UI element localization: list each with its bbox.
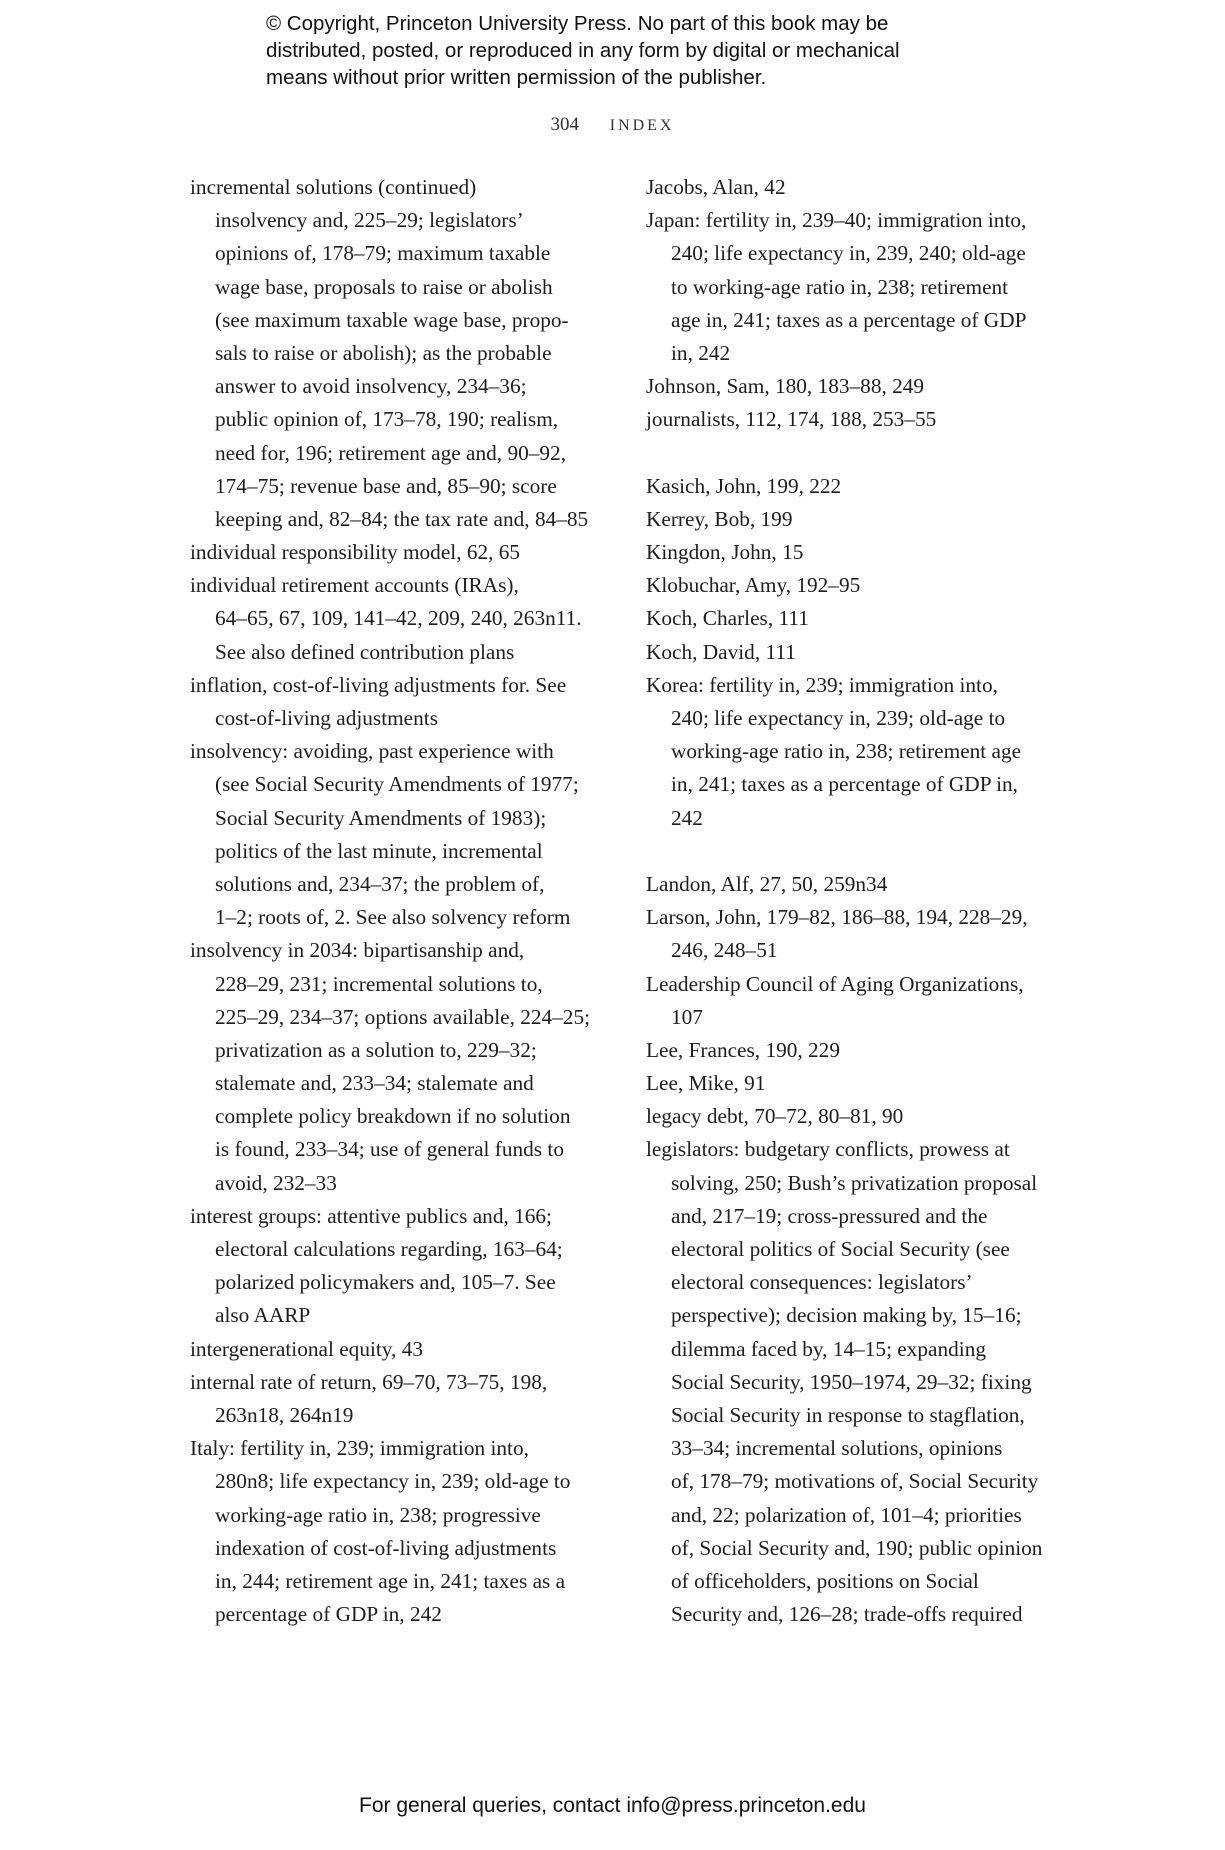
index-subentry-line: solutions and, 234–37; the problem of, <box>215 871 545 896</box>
index-subentry-line: age in, 241; taxes as a percentage of GDP <box>671 307 1027 332</box>
index-subentry-line: in, 242 <box>671 340 731 365</box>
index-subentry-line: See also defined contribution plans <box>215 639 515 664</box>
index-entry-line: inflation, cost-of-living adjustments for. See <box>190 672 567 697</box>
page-title: INDEX <box>609 117 675 134</box>
index-entry-line: journalists, 112, 174, 188, 253–55 <box>646 407 937 432</box>
index-subentry-line: electoral politics of Social Security (see <box>671 1237 1010 1261</box>
copyright-line: distributed, posted, or reproduced in any form by digital or mechanical <box>266 39 900 62</box>
index-entry-line: Korea: fertility in, 239; immigration into, <box>646 672 998 697</box>
index-subentry-line: sals to raise or abolish); as the probable <box>215 340 552 365</box>
index-subentry-line: electoral consequences: legislators’ <box>671 1270 973 1295</box>
index-entry-line: Klobuchar, Amy, 192–95 <box>646 573 861 598</box>
index-subentry-line: 174–75; revenue base and, 85–90; score <box>215 473 557 498</box>
index-subentry-line: 246, 248–51 <box>671 938 778 963</box>
index-subentry-line: answer to avoid insolvency, 234–36; <box>215 374 527 399</box>
index-subentry-line: complete policy breakdown if no solution <box>215 1104 571 1129</box>
index-subentry-line: 242 <box>671 805 703 830</box>
index-entry-line: interest groups: attentive publics and, 166; <box>190 1203 552 1228</box>
index-column-right <box>646 171 1071 1631</box>
copyright-notice <box>266 10 1026 91</box>
index-entry-line: Jacobs, Alan, 42 <box>646 175 786 199</box>
index-entry-line: legislators: budgetary conflicts, prowess at <box>646 1137 1010 1162</box>
index-entry-line: internal rate of return, 69–70, 73–75, 198, <box>190 1369 548 1394</box>
index-subentry-line: electoral calculations regarding, 163–64; <box>215 1237 563 1261</box>
index-subentry-line: of, 178–79; motivations of, Social Security <box>671 1469 1039 1494</box>
index-subentry-line: in, 241; taxes as a percentage of GDP in, <box>671 772 1018 797</box>
footer-contact: For general queries, contact info@press.princeton.edu <box>359 1794 866 1817</box>
index-subentry-line: 64–65, 67, 109, 141–42, 209, 240, 263n11. <box>215 606 582 631</box>
index-subentry-line: solving, 250; Bush’s privatization proposal <box>671 1170 1038 1195</box>
index-subentry-line: avoid, 232–33 <box>215 1170 337 1195</box>
index-entry-line: insolvency in 2034: bipartisanship and, <box>190 938 525 963</box>
index-subentry-line: 263n18, 264n19 <box>215 1402 354 1427</box>
page-number: 304 <box>550 114 579 135</box>
index-subentry-line: privatization as a solution to, 229–32; <box>215 1037 537 1062</box>
index-subentry-line: (see Social Security Amendments of 1977; <box>215 772 579 797</box>
index-entry-line: Kerrey, Bob, 199 <box>646 506 793 531</box>
index-entry-line: individual retirement accounts (IRAs), <box>190 573 519 598</box>
index-entry-line: Koch, David, 111 <box>646 639 796 664</box>
index-subentry-line: perspective); decision making by, 15–16; <box>671 1303 1022 1328</box>
index-entry-line: Japan: fertility in, 239–40; immigration into, <box>646 208 1027 233</box>
index-subentry-line: 240; life expectancy in, 239; old-age to <box>671 706 1006 730</box>
index-entry-line: individual responsibility model, 62, 65 <box>190 540 521 565</box>
copyright-line: means without prior written permission of the publisher. <box>266 66 767 89</box>
index-subentry-line: stalemate and, 233–34; stalemate and <box>215 1071 534 1096</box>
index-subentry-line: keeping and, 82–84; the tax rate and, 84–85 <box>215 506 589 531</box>
index-subentry-line: and, 22; polarization of, 101–4; priorities <box>671 1502 1022 1527</box>
index-entry-line: Kasich, John, 199, 222 <box>646 473 842 498</box>
index-subentry-line: also AARP <box>215 1303 311 1328</box>
running-head <box>0 114 1225 136</box>
index-subentry-line: 225–29, 234–37; options available, 224–25; <box>215 1004 591 1029</box>
index-subentry-line: Social Security, 1950–1974, 29–32; fixing <box>671 1369 1032 1394</box>
index-subentry-line: dilemma faced by, 14–15; expanding <box>671 1336 987 1361</box>
index-entry-line: Kingdon, John, 15 <box>646 540 804 565</box>
index-subentry-line: in, 244; retirement age in, 241; taxes as a <box>215 1568 566 1593</box>
index-subentry-line: polarized policymakers and, 105–7. See <box>215 1270 556 1295</box>
index-subentry-line: Security and, 126–28; trade-offs required <box>671 1602 1023 1627</box>
index-subentry-line: Social Security Amendments of 1983); <box>215 805 547 830</box>
index-subentry-line: politics of the last minute, incremental <box>215 838 543 863</box>
section-spacer <box>646 437 1071 470</box>
index-subentry-line: percentage of GDP in, 242 <box>215 1602 442 1627</box>
index-entry-line: legacy debt, 70–72, 80–81, 90 <box>646 1104 904 1129</box>
index-entry-line: Koch, Charles, 111 <box>646 606 809 631</box>
index-subentry-line: cost-of-living adjustments <box>215 706 438 730</box>
index-subentry-line: (see maximum taxable wage base, propo- <box>215 307 569 332</box>
index-subentry-line: and, 217–19; cross-pressured and the <box>671 1203 988 1228</box>
index-subentry-line: 1–2; roots of, 2. See also solvency reform <box>215 905 571 930</box>
index-entry-line: Leadership Council of Aging Organizations, <box>646 971 1024 996</box>
index-subentry-line: 33–34; incremental solutions, opinions <box>671 1436 1003 1461</box>
index-subentry-line: insolvency and, 225–29; legislators’ <box>215 208 524 233</box>
index-subentry-line: to working-age ratio in, 238; retirement <box>671 274 1009 299</box>
index-subentry-line: is found, 233–34; use of general funds to <box>215 1137 564 1162</box>
index-subentry-line: public opinion of, 173–78, 190; realism, <box>215 407 559 432</box>
index-entry-line: Johnson, Sam, 180, 183–88, 249 <box>646 374 925 399</box>
index-subentry-line: wage base, proposals to raise or abolish <box>215 274 553 299</box>
index-subentry-line: 107 <box>671 1004 703 1029</box>
index-subentry-line: working-age ratio in, 238; retirement age <box>671 739 1022 764</box>
index-subentry-line: need for, 196; retirement age and, 90–92, <box>215 440 567 465</box>
index-column-left <box>190 171 610 1631</box>
index-entry-line: Landon, Alf, 27, 50, 259n34 <box>646 871 888 896</box>
index-entry-line: Lee, Mike, 91 <box>646 1071 766 1096</box>
index-subentry-line: Social Security in response to stagflation, <box>671 1402 1025 1427</box>
index-subentry-line: of, Social Security and, 190; public opinion <box>671 1535 1043 1560</box>
index-subentry-line: 240; life expectancy in, 239, 240; old-age <box>671 241 1026 266</box>
section-spacer <box>646 835 1071 868</box>
index-entry-line: intergenerational equity, 43 <box>190 1336 424 1361</box>
index-subentry-line: opinions of, 178–79; maximum taxable <box>215 241 551 266</box>
index-entry-line: Larson, John, 179–82, 186–88, 194, 228–29, <box>646 905 1028 930</box>
copyright-line: © Copyright, Princeton University Press. No part of this book may be <box>266 12 889 35</box>
index-subentry-line: of officeholders, positions on Social <box>671 1568 979 1593</box>
index-entry-line: Italy: fertility in, 239; immigration into, <box>190 1436 529 1461</box>
index-subentry-line: working-age ratio in, 238; progressive <box>215 1502 541 1527</box>
index-entry-line: insolvency: avoiding, past experience with <box>190 739 554 764</box>
index-subentry-line: indexation of cost-of-living adjustments <box>215 1535 557 1560</box>
index-subentry-line: 280n8; life expectancy in, 239; old-age to <box>215 1469 571 1494</box>
index-entry-line: incremental solutions (continued) <box>190 175 477 199</box>
index-entry-line: Lee, Frances, 190, 229 <box>646 1037 840 1062</box>
index-subentry-line: 228–29, 231; incremental solutions to, <box>215 971 543 996</box>
